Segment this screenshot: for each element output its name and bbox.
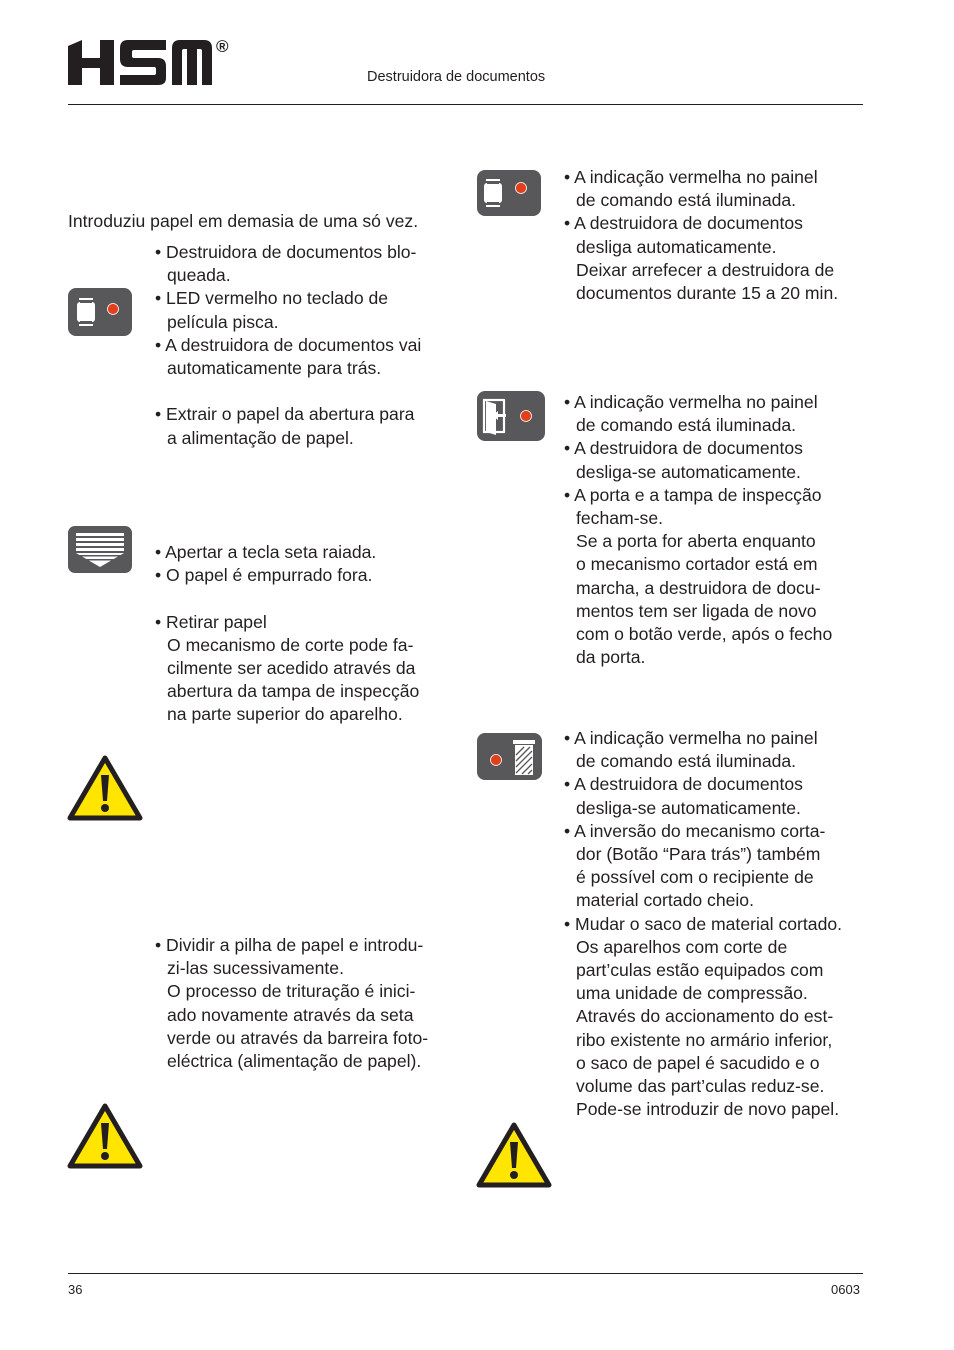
intro-text: Introduziu papel em demasia de uma só vez. bbox=[68, 211, 419, 231]
text-line: dor (Botão “Para trás”) também bbox=[576, 844, 821, 865]
text-line: • Retirar papel bbox=[155, 611, 267, 632]
text-line: Pode-se introduzir de novo papel. bbox=[576, 1099, 840, 1120]
text-line: • A indicação vermelha no painel bbox=[564, 167, 818, 187]
text-line: desliga-se automaticamente. bbox=[576, 797, 801, 818]
text-line: • A destruidora de documentos bbox=[564, 438, 803, 459]
text-line: o saco de papel é sacudido e o bbox=[576, 1052, 820, 1073]
text-line: na parte superior do aparelho. bbox=[167, 704, 403, 725]
text-line: uma unidade de compressão. bbox=[576, 983, 808, 1004]
text-line: O mecanismo de corte pode fa- bbox=[167, 634, 414, 655]
text-line: a alimentação de papel. bbox=[167, 427, 354, 448]
text-line: • A indicação vermelha no painel bbox=[564, 392, 818, 412]
doc-title: Destruidora de documentos bbox=[367, 69, 546, 85]
text-line: • Extrair o papel da abertura para bbox=[155, 404, 415, 425]
right-block-1 bbox=[564, 166, 838, 305]
text-line: eléctrica (alimentação de papel). bbox=[167, 1051, 422, 1072]
text-line: verde ou através da barreira foto- bbox=[167, 1027, 429, 1048]
warning-triangle-icon bbox=[67, 755, 143, 827]
overheat-icon bbox=[477, 170, 541, 222]
text-line: zi-las sucessivamente. bbox=[167, 958, 344, 979]
text-line: o mecanismo cortador está em bbox=[576, 554, 818, 575]
text-line: com o botão verde, após o fecho bbox=[576, 624, 833, 645]
text-line: • Apertar a tecla seta raiada. bbox=[155, 542, 377, 562]
text-line: • Destruidora de documentos blo- bbox=[155, 242, 417, 262]
bin-full-icon bbox=[477, 733, 542, 786]
header-rule bbox=[68, 104, 863, 105]
text-line: O processo de trituração é inici- bbox=[167, 981, 416, 1002]
left-block-2 bbox=[155, 541, 419, 727]
text-line: • O papel é empurrado fora. bbox=[155, 565, 373, 586]
text-line: • A destruidora de documentos bbox=[564, 213, 803, 234]
text-line: é possível com o recipiente de bbox=[576, 867, 814, 888]
text-line: Através do accionamento do est- bbox=[576, 1006, 834, 1027]
text-line: • A porta e a tampa de inspecção bbox=[564, 484, 822, 505]
left-block-3 bbox=[155, 934, 428, 1073]
text-line: • Mudar o saco de material cortado. bbox=[564, 913, 843, 934]
right-block-2 bbox=[564, 391, 832, 669]
text-line: Deixar arrefecer a destruidora de bbox=[576, 259, 835, 280]
text-line: de comando está iluminada. bbox=[576, 751, 797, 772]
text-line: mentos tem ser ligada de novo bbox=[576, 600, 817, 621]
warning-triangle-icon bbox=[67, 1103, 143, 1175]
text-line: part’culas estão equipados com bbox=[576, 960, 824, 981]
text-line: material cortado cheio. bbox=[576, 890, 754, 911]
text-line: queada. bbox=[167, 265, 231, 286]
text-line: marcha, a destruidora de docu- bbox=[576, 577, 821, 598]
left-block-1 bbox=[155, 241, 421, 450]
striped-arrow-key-icon bbox=[68, 526, 132, 579]
text-line: Os aparelhos com corte de bbox=[576, 936, 788, 957]
text-line: • A inversão do mecanismo corta- bbox=[564, 820, 826, 841]
text-line: película pisca. bbox=[167, 311, 279, 332]
text-line: volume das part’culas reduz-se. bbox=[576, 1076, 825, 1097]
text-line: • A destruidora de documentos vai bbox=[155, 334, 422, 355]
text-line: da porta. bbox=[576, 647, 646, 668]
shredder-blocked-icon bbox=[68, 288, 132, 342]
text-line: de comando está iluminada. bbox=[576, 415, 797, 436]
text-line: Se a porta for aberta enquanto bbox=[576, 531, 816, 552]
text-line: ribo existente no armário inferior, bbox=[576, 1029, 833, 1050]
registered-mark: ® bbox=[216, 37, 229, 56]
text-line: desliga automaticamente. bbox=[576, 236, 777, 257]
text-line: • Dividir a pilha de papel e introdu- bbox=[155, 935, 424, 955]
right-block-3 bbox=[564, 727, 842, 1121]
text-line: desliga-se automaticamente. bbox=[576, 461, 801, 482]
text-line: de comando está iluminada. bbox=[576, 190, 797, 211]
page-number: 36 bbox=[68, 1282, 83, 1297]
text-line: documentos durante 15 a 20 min. bbox=[576, 283, 839, 304]
text-line: abertura da tampa de inspecção bbox=[167, 681, 420, 702]
text-line: ado novamente através da seta bbox=[167, 1004, 414, 1025]
text-line: • A destruidora de documentos bbox=[564, 774, 803, 795]
text-line: automaticamente para trás. bbox=[167, 358, 382, 379]
text-line: fecham-se. bbox=[576, 508, 664, 529]
warning-triangle-icon bbox=[476, 1122, 552, 1194]
text-line: • A indicação vermelha no painel bbox=[564, 728, 818, 748]
door-open-icon bbox=[477, 391, 545, 447]
text-line: cilmente ser acedido através da bbox=[167, 658, 416, 678]
text-line: • LED vermelho no teclado de bbox=[155, 288, 389, 309]
footer-rule bbox=[68, 1273, 863, 1274]
doc-code: 0603 bbox=[831, 1282, 860, 1297]
